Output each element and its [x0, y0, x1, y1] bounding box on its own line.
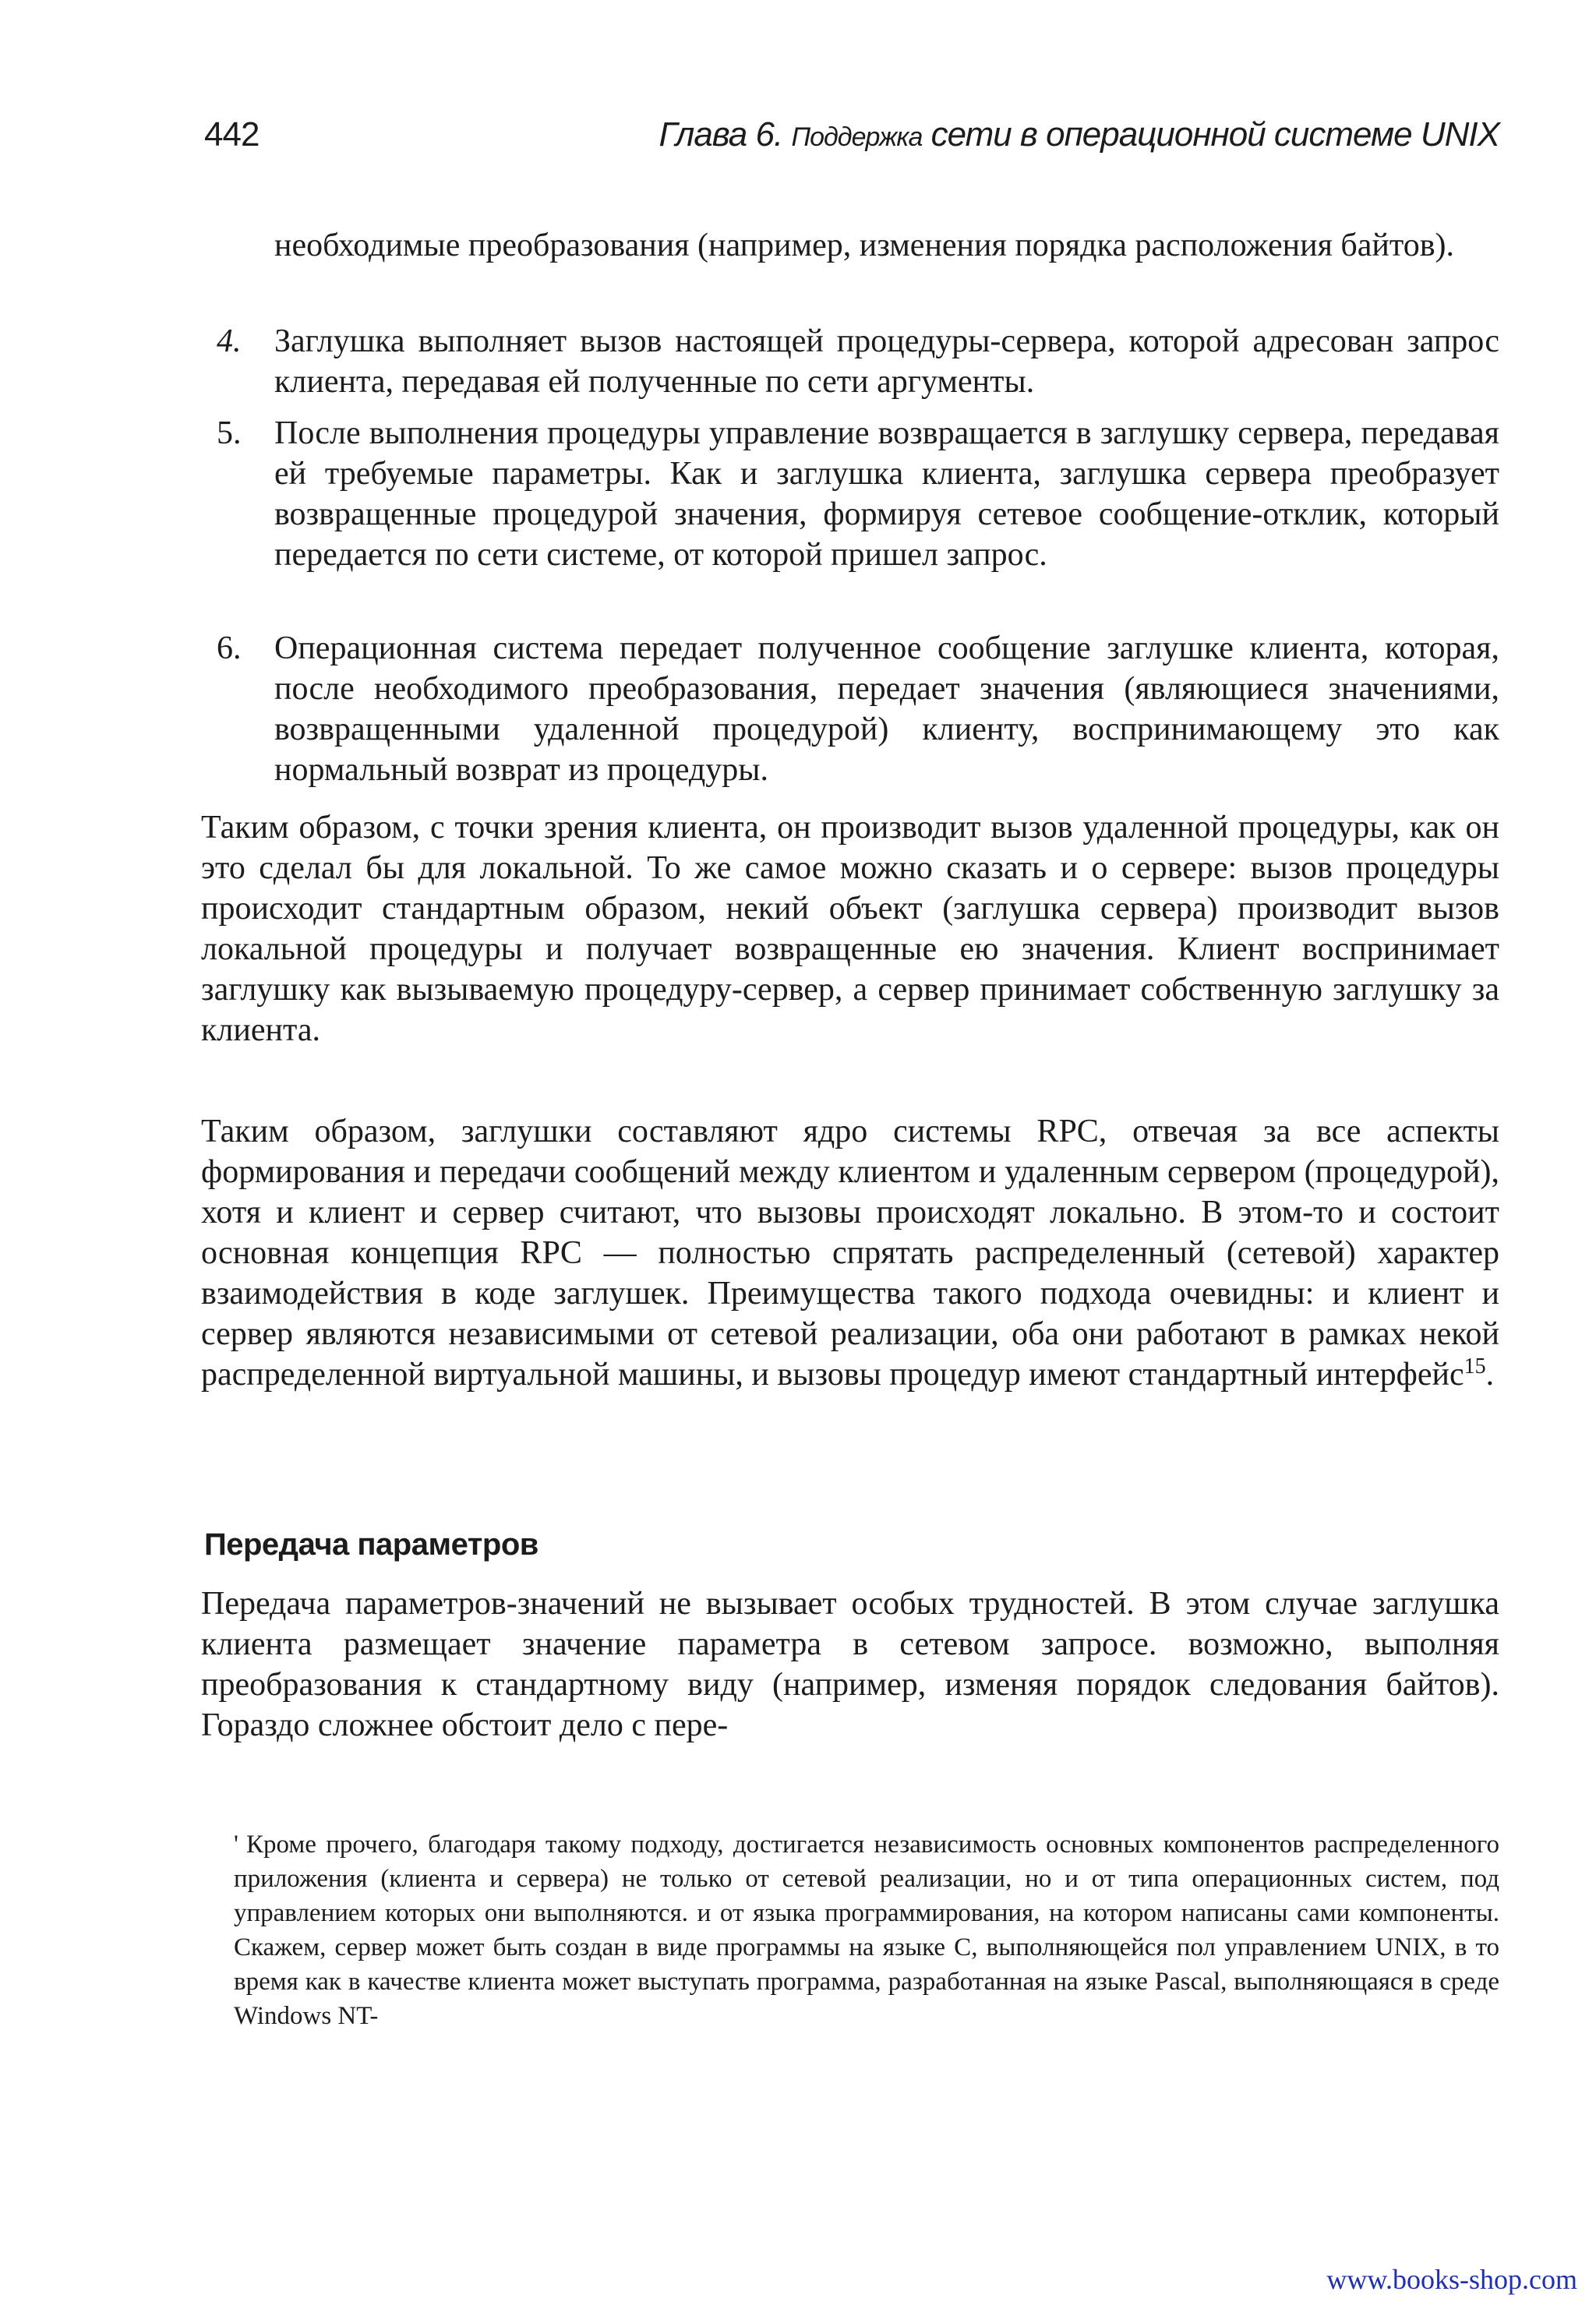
list-item-text: Операционная система передает полученное сообщение заглушке клиента, которая, после необходимого преобразования, передает значения (являющиеся значениями, возвращенными удаленной процедурой) клиенту, воспринимающему это как нормальный возврат из процедуры.	[274, 630, 1499, 788]
paragraph: Передача параметров-значений не вызывает особых трудностей. В этом случае заглушка клиента размещает значение параметра в сетевом запросе. возможно, выполняя преобразования к стандартному виду (например, изменяя порядок следования байтов). Гораздо сложнее обстоит дело с пере-	[201, 1586, 1499, 1743]
section-heading: Передача параметров	[204, 1527, 538, 1562]
chapter-sub: Поддержка	[791, 122, 923, 152]
list-item-text: После выполнения процедуры управление возвращается в заглушку сервера, передавая ей требуемые параметры. Как и заглушка клиента, заглушка сервера преобразует возвращенные процедурой значения, формируя сетевое сообщение-отклик, который передается по сети системе, от которой пришел запрос.	[274, 415, 1499, 573]
paragraph: Таким образом, с точки зрения клиента, он производит вызов удаленной процедуры, как он это сделал бы для локальной. То же самое можно сказать и о сервере: вызов процедуры происходит стандартным образом, некий объект (заглушка сервера) производит вызов локальной процедуры и получает возвращенные ею значения. Клиент воспринимает заглушку как вызываемую процедуру-сервер, а сервер принимает собственную заглушку за клиента.	[201, 810, 1499, 1048]
list-item-number: 6.	[217, 630, 242, 666]
footnote-text: Кроме прочего, благодаря такому подходу, достигается независимость основных компонентов распределенного приложения (клиента и сервера) не только от сетевой реализации, но и от типа операционных систем, под управлением которых они выполняются. и от языка программирования, на котором написаны сами компоненты. Скажем, сервер может быть создан в виде программы на языке С, выполняющейся пол управлением UNIX, в то время как в качестве клиента может выступать программа, разработанная на языке Pascal, выполняющаяся в среде Windows NT-	[234, 1831, 1499, 2030]
watermark: www.books-shop.com	[1326, 2264, 1577, 2295]
chapter-title: сети в операционной системе UNIX	[930, 115, 1499, 154]
footnote-mark: '	[234, 1831, 238, 1859]
page-number: 442	[204, 115, 260, 154]
paragraph-text: Таким образом, заглушки составляют ядро системы RPC, отвечая за все аспекты формирования и передачи сообщений между клиентом и удаленным сервером (процедурой), хотя и клиент и сервер считают, что вызовы происходят локально. В этом-то и состоит основная концепция RPC — полностью спрятать распределенный (сетевой) характер взаимодействия в коде заглушек. Преимущества такого подхода очевидны: и клиент и сервер являются независимыми от сетевой реализации, оба они работают в рамках некой распределенной виртуальной машины, и вызовы процедур имеют стандартный интерфейс	[201, 1114, 1499, 1393]
chapter-label: Глава 6.	[659, 115, 783, 154]
list-item	[201, 628, 1499, 790]
paragraph	[201, 1111, 1499, 1395]
list-item-text: Заглушка выполняет вызов настоящей процедуры-сервера, которой адресован запрос клиента, передавая ей полученные по сети аргументы.	[274, 323, 1499, 400]
running-head	[659, 115, 1499, 154]
list-item	[201, 413, 1499, 575]
list-continuation: необходимые преобразования (например, изменения порядка расположения байтов).	[274, 228, 1455, 263]
footnote	[234, 1827, 1499, 2033]
list-item	[201, 321, 1499, 402]
footnote-reference[interactable]: 15	[1464, 1354, 1486, 1379]
list-item-number: 5.	[217, 415, 242, 451]
list-item-number: 4.	[217, 323, 242, 359]
paragraph-end: .	[1485, 1357, 1495, 1393]
